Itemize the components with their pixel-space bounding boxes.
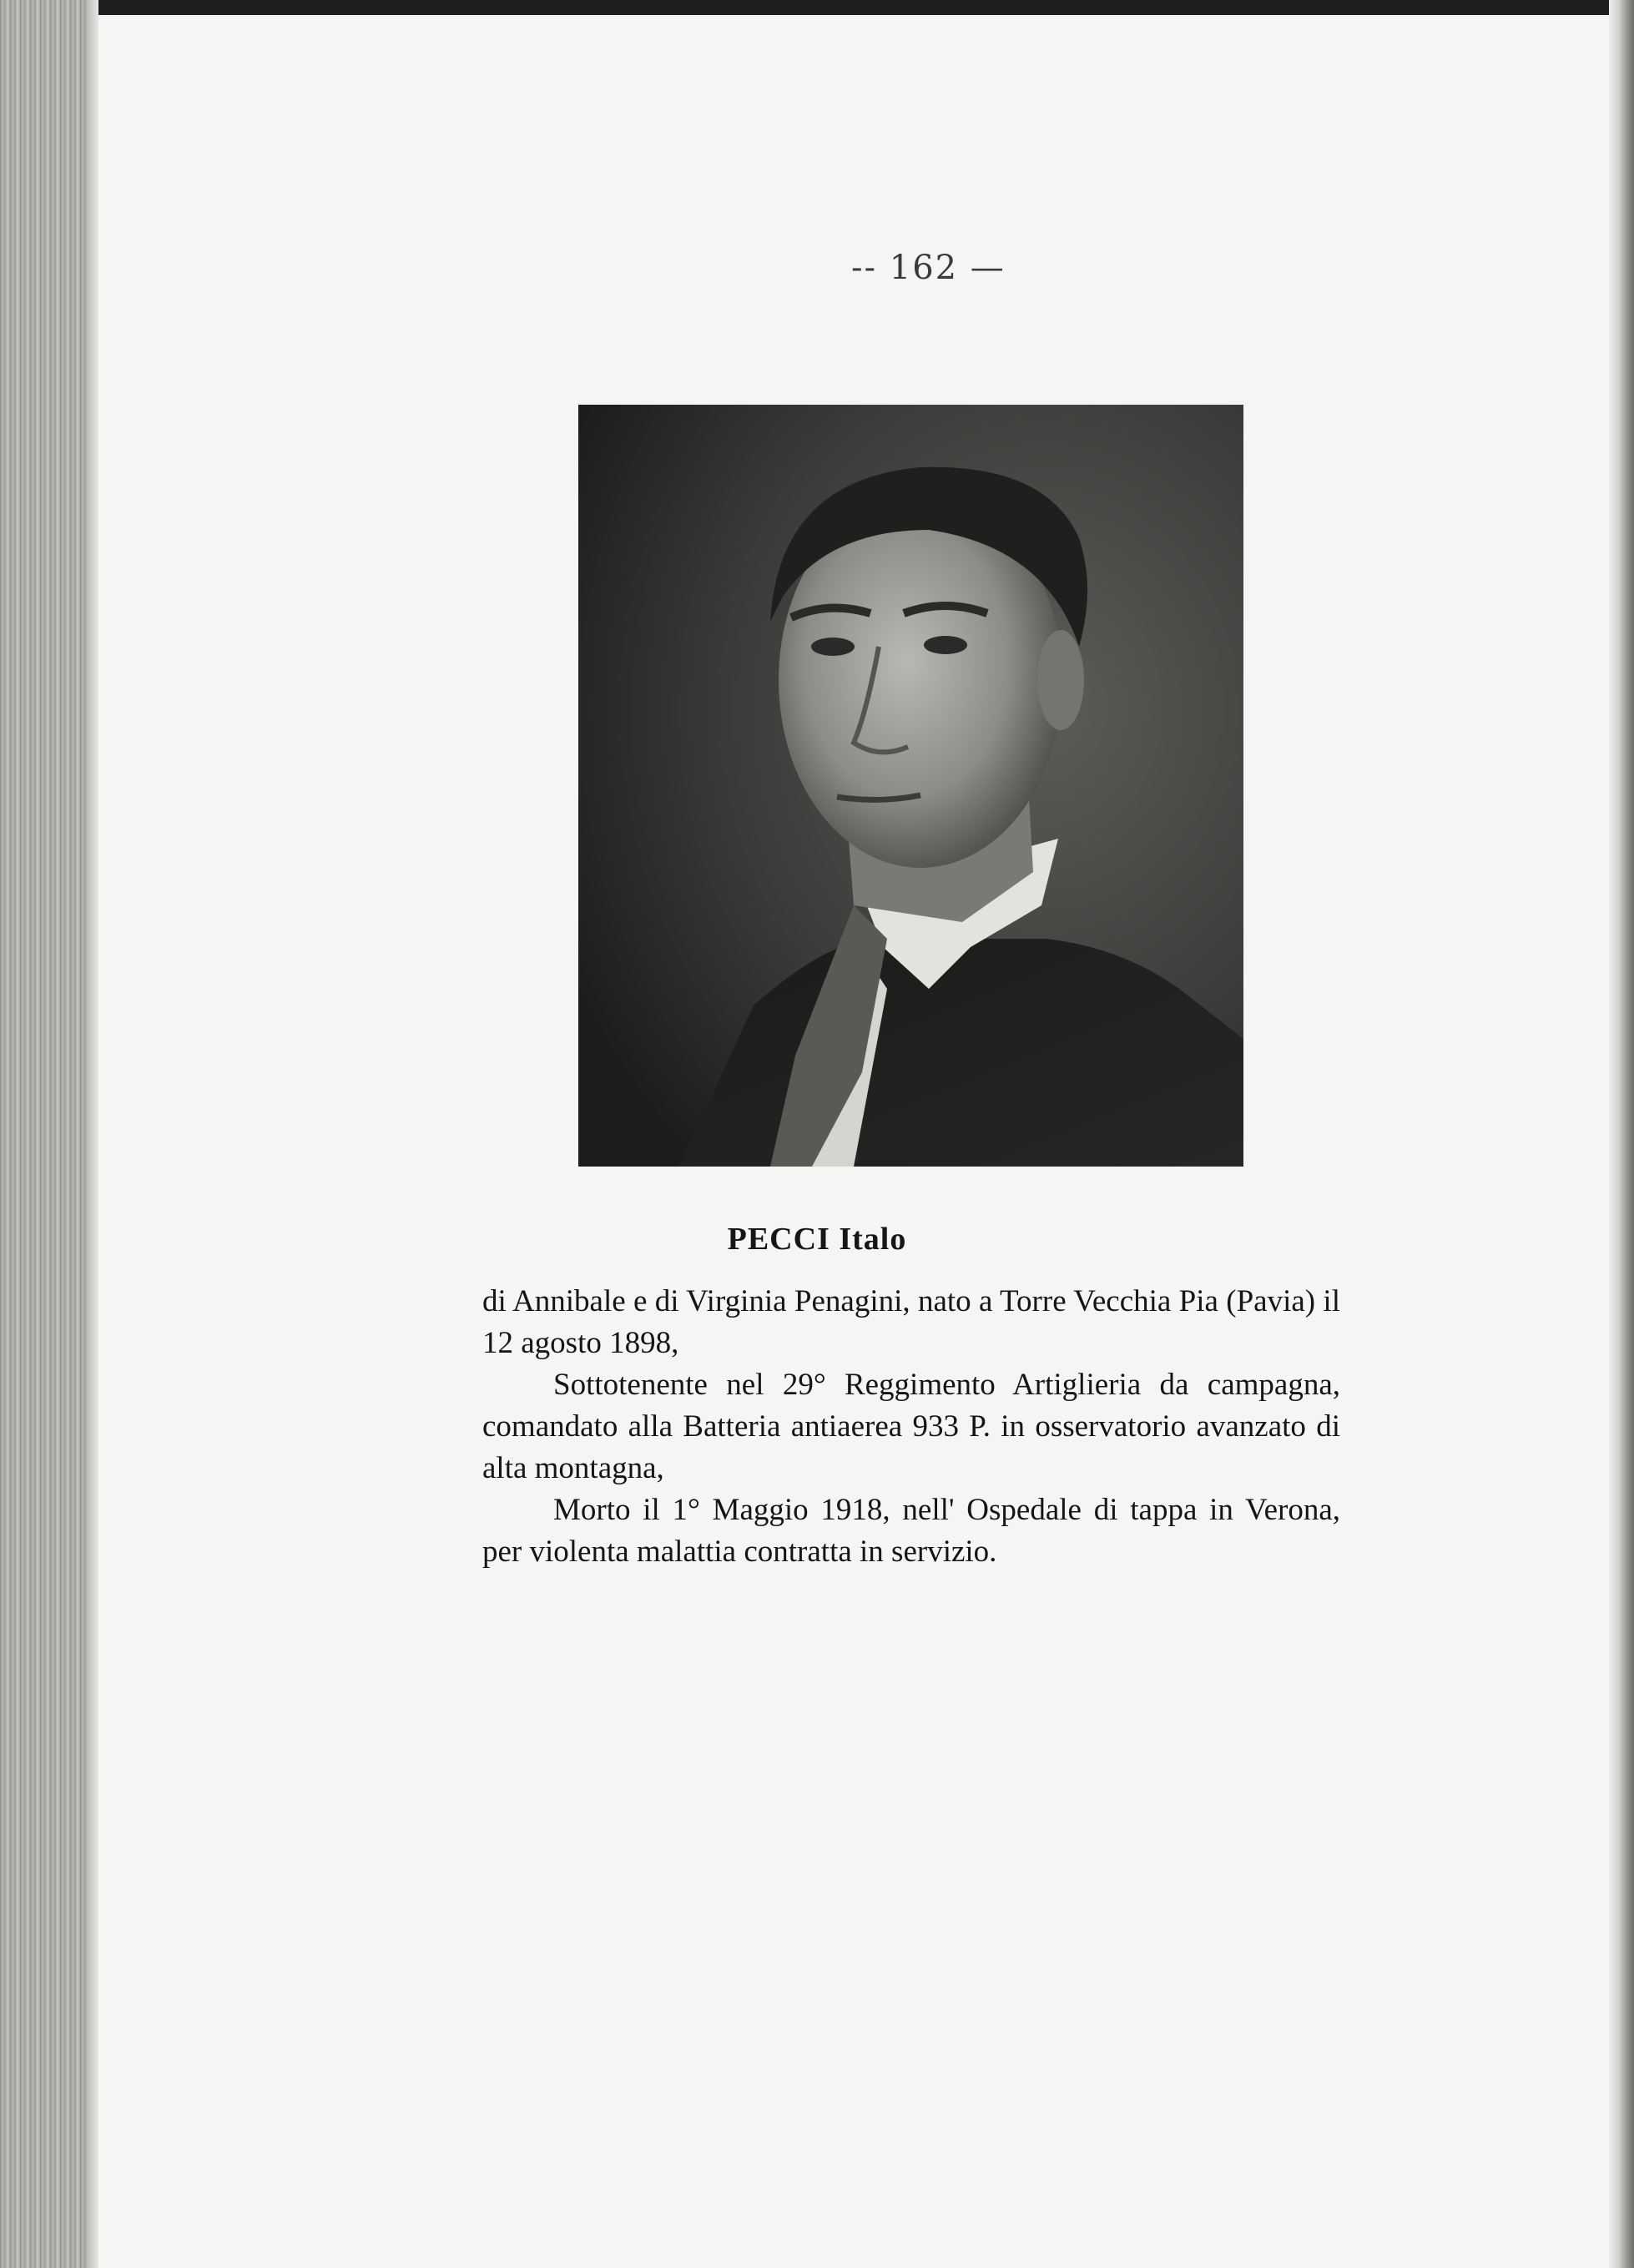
page-number: -- 162 — [851,249,1006,287]
right-page-edge [1609,0,1634,2268]
portrait-illustration [578,405,1243,1167]
entry-name: PECCI Italo [727,1222,907,1257]
stacked-page-edges [0,0,98,2268]
bio-paragraph-rank: Sottotenente nel 29° Reggimento Artiglieria da campagna, comandato alla Batteria antiaerea 933 P. in osservatorio avanzato di alta montagna, [482,1368,1340,1485]
scan-top-border [0,0,1634,15]
bio-paragraph-parents-birth: di Annibale e di Virginia Penagini, nato a Torre Vecchia Pia (Pavia) il 12 agosto 1898, [482,1284,1340,1360]
bio-paragraph-death: Morto il 1° Maggio 1918, nell' Ospedale di tappa in Verona, per violenta malattia contratta in servizio. [482,1493,1340,1569]
portrait-photograph [578,405,1243,1167]
biography-text [482,1281,1340,1573]
